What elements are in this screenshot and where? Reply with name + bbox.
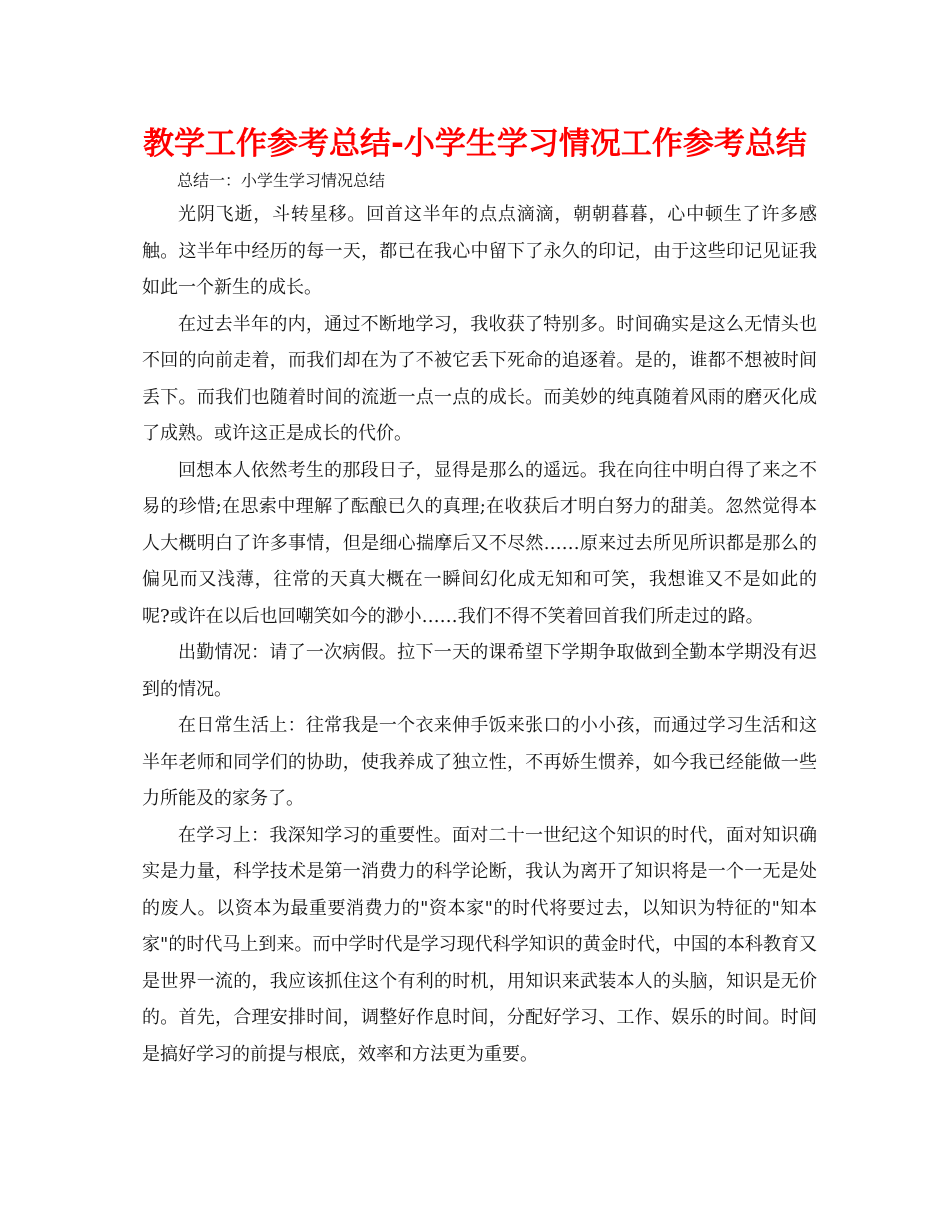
paragraph-attendance: 出勤情况：请了一次病假。拉下一天的课希望下学期争取做到全勤本学期没有迟到的情况。 (142, 642, 817, 700)
paragraph-intro: 光阴飞逝，斗转星移。回首这半年的点点滴滴，朝朝暮暮，心中顿生了许多感触。这半年中经历的每一天，都已在我心中留下了永久的印记，由于这些印记见证我如此一个新生的成长。 (142, 204, 817, 298)
paragraph-study: 在学习上：我深知学习的重要性。面对二十一世纪这个知识的时代，面对知识确实是力量，科学技术是第一消费力的科学论断，我认为离开了知识将是一个一无是处的废人。以资本为最重要消费力的"资本家"的时代将要过去，以知识为特征的"知本家"的时代马上到来。而中学时代是学习现代科学知识的黄金时代，中国的本科教育又是世界一流的，我应该抓住这个有利的时机，用知识来武装本人的头脑，知识是无价的。首先，合理安排时间，调整好作息时间，分配好学习、工作、娱乐的时间。时间是搞好学习的前提与根底，效率和方法更为重要。 (142, 824, 817, 1065)
paragraph-growth: 在过去半年的内，通过不断地学习，我收获了特别多。时间确实是这么无情头也不回的向前走着，而我们却在为了不被它丢下死命的追逐着。是的，谁都不想被时间丢下。而我们也随着时间的流逝一点一点的成长。而美妙的纯真随着风雨的磨灭化成了成熟。或许这正是成长的代价。 (142, 313, 817, 444)
document-body (142, 165, 817, 1073)
paragraph-reflection: 回想本人依然考生的那段日子，显得是那么的遥远。我在向往中明白得了来之不易的珍惜;在思索中理解了酝酿已久的真理;在收获后才明白努力的甜美。忽然觉得本人大概明白了许多事情，但是细心揣摩后又不尽然……原来过去所见所识都是那么的偏见而又浅薄，往常的天真大概在一瞬间幻化成无知和可笑，我想谁又不是如此的呢?或许在以后也回嘲笑如今的渺小……我们不得不笑着回首我们所走过的路。 (142, 459, 817, 627)
document-title: 教学工作参考总结-小学生学习情况工作参考总结 (143, 126, 807, 162)
section-subheading: 总结一：小学生学习情况总结 (177, 171, 386, 190)
paragraph-daily-life: 在日常生活上：往常我是一个衣来伸手饭来张口的小小孩，而通过学习生活和这半年老师和同学们的协助，使我养成了独立性，不再娇生惯养，如今我已经能做一些力所能及的家务了。 (142, 715, 817, 809)
